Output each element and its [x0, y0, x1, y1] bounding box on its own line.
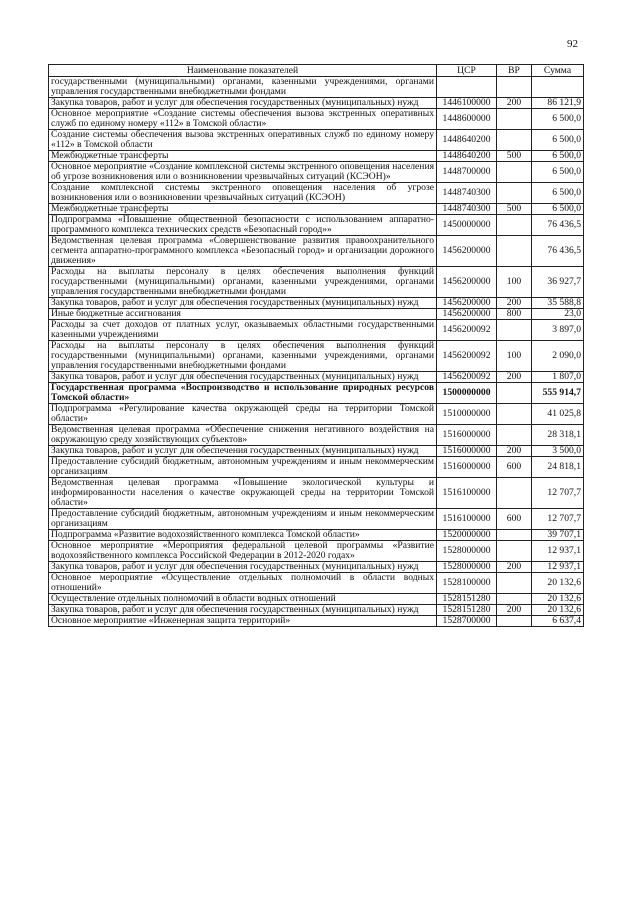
- cell-csr: 1456200092: [437, 320, 497, 341]
- cell-name: Создание системы обеспечения вызова экстренных оперативных служб по единому номеру «112» в Томской области: [49, 130, 437, 151]
- cell-csr: 1528100000: [437, 573, 497, 594]
- table-row: [49, 404, 584, 425]
- cell-csr: 1516100000: [437, 509, 497, 530]
- cell-csr: 1456200092: [437, 341, 497, 372]
- cell-name: Основное мероприятие «Инженерная защита территорий»: [49, 616, 437, 627]
- table-row: [49, 204, 584, 215]
- table-body: [49, 77, 584, 627]
- cell-vr: [497, 383, 532, 404]
- cell-name: Закупка товаров, работ и услуг для обеспечения государственных (муниципальных) нужд: [49, 98, 437, 109]
- cell-name: Основное мероприятие «Создание системы обеспечения вызова экстренных оперативных служб по единому номеру «112» в Томской области»: [49, 109, 437, 130]
- cell-csr: 1528000000: [437, 562, 497, 573]
- cell-name: Ведомственная целевая программа «Совершенствование развития правоохранительного сегмента аппаратно-программного комплекса «Безопасный город» и организации дорожного движения»: [49, 236, 437, 267]
- cell-vr: [497, 215, 532, 236]
- cell-name: Основное мероприятие «Создание комплексной системы экстренного оповещения населения об угрозе возникновения или о возникновении чрезвычайных ситуаций (КСЭОН)»: [49, 162, 437, 183]
- cell-name: Расходы на выплаты персоналу в целях обеспечения выполнения функций государственными (муниципальными) органами, казенными учреждениями, органами управления государственными внебюджетными фондами: [49, 267, 437, 298]
- cell-name: Предоставление субсидий бюджетным, автономным учреждениям и иным некоммерческим организациям: [49, 457, 437, 478]
- cell-sum: 3 500,0: [532, 446, 584, 457]
- page-number: 92: [567, 38, 578, 50]
- cell-name: Ведомственная целевая программа «Повышение экологической культуры и информированности населения о качестве окружающей среды на территории Томской области»: [49, 478, 437, 509]
- cell-name: Закупка товаров, работ и услуг для обеспечения государственных (муниципальных) нужд: [49, 372, 437, 383]
- table-row: [49, 573, 584, 594]
- table-row: [49, 383, 584, 404]
- table-row: [49, 509, 584, 530]
- table-row: [49, 446, 584, 457]
- cell-sum: 86 121,9: [532, 98, 584, 109]
- cell-vr: 100: [497, 341, 532, 372]
- table-row: [49, 372, 584, 383]
- cell-sum: 6 500,0: [532, 183, 584, 204]
- cell-vr: 500: [497, 204, 532, 215]
- table-row: [49, 562, 584, 573]
- cell-csr: 1448640200: [437, 151, 497, 162]
- cell-vr: [497, 77, 532, 98]
- cell-csr: 1510000000: [437, 404, 497, 425]
- cell-vr: [497, 594, 532, 605]
- table-row: [49, 215, 584, 236]
- table-row: [49, 478, 584, 509]
- cell-name: Иные бюджетные ассигнования: [49, 309, 437, 320]
- cell-sum: 2 090,0: [532, 341, 584, 372]
- header-name: Наименование показателей: [49, 65, 437, 77]
- cell-csr: 1450000000: [437, 215, 497, 236]
- cell-csr: 1500000000: [437, 383, 497, 404]
- table-row: [49, 183, 584, 204]
- table-row: [49, 457, 584, 478]
- cell-name: Закупка товаров, работ и услуг для обеспечения государственных (муниципальных) нужд: [49, 298, 437, 309]
- cell-vr: [497, 162, 532, 183]
- cell-sum: 6 500,0: [532, 109, 584, 130]
- cell-vr: [497, 425, 532, 446]
- table-row: [49, 98, 584, 109]
- cell-csr: 1448600000: [437, 109, 497, 130]
- header-csr: ЦСР: [437, 65, 497, 77]
- table-row: [49, 130, 584, 151]
- cell-name: Межбюджетные трансферты: [49, 204, 437, 215]
- cell-vr: [497, 541, 532, 562]
- table-row: [49, 425, 584, 446]
- cell-sum: 20 132,6: [532, 605, 584, 616]
- cell-vr: [497, 183, 532, 204]
- cell-csr: 1456200000: [437, 298, 497, 309]
- cell-sum: 12 937,1: [532, 541, 584, 562]
- cell-csr: 1448640200: [437, 130, 497, 151]
- cell-name: Создание комплексной системы экстренного оповещения населения об угрозе возникновения или о возникновении чрезвычайных ситуаций (КСЭОН): [49, 183, 437, 204]
- cell-csr: 1516000000: [437, 457, 497, 478]
- cell-csr: 1520000000: [437, 530, 497, 541]
- cell-csr: 1448700000: [437, 162, 497, 183]
- table-row: [49, 320, 584, 341]
- cell-csr: 1448740300: [437, 204, 497, 215]
- table-row: [49, 151, 584, 162]
- cell-csr: 1448740300: [437, 183, 497, 204]
- cell-sum: 24 818,1: [532, 457, 584, 478]
- cell-name: Основное мероприятие «Мероприятия федеральной целевой программы «Развитие водохозяйственного комплекса Российской Федерации в 2012-2020 годах»: [49, 541, 437, 562]
- cell-sum: [532, 77, 584, 98]
- cell-sum: 28 318,1: [532, 425, 584, 446]
- table-header-row: [49, 65, 584, 77]
- cell-sum: 36 927,7: [532, 267, 584, 298]
- cell-vr: 200: [497, 605, 532, 616]
- cell-vr: 500: [497, 151, 532, 162]
- table-row: [49, 298, 584, 309]
- cell-sum: 20 132,6: [532, 573, 584, 594]
- cell-name: Расходы за счет доходов от платных услуг, оказываемых областными государственными казенными учреждениями: [49, 320, 437, 341]
- cell-name: Подпрограмма «Регулирование качества окружающей среды на территории Томской области»: [49, 404, 437, 425]
- cell-csr: 1528151280: [437, 594, 497, 605]
- cell-csr: 1456200000: [437, 267, 497, 298]
- table-row: [49, 616, 584, 627]
- cell-name: Расходы на выплаты персоналу в целях обеспечения выполнения функций государственными (муниципальными) органами, казенными учреждениями, органами управления государственными внебюджетными фондами: [49, 341, 437, 372]
- table-row: [49, 594, 584, 605]
- cell-sum: 76 436,5: [532, 215, 584, 236]
- cell-vr: 200: [497, 446, 532, 457]
- cell-vr: [497, 320, 532, 341]
- table-row: [49, 236, 584, 267]
- cell-vr: 600: [497, 509, 532, 530]
- cell-vr: 600: [497, 457, 532, 478]
- cell-name: Подпрограмма «Повышение общественной безопасности с использованием аппаратно-программного комплекса технических средств «Безопасный город»»: [49, 215, 437, 236]
- cell-name: Государственная программа «Воспроизводство и использование природных ресурсов Томской области»: [49, 383, 437, 404]
- cell-name: Закупка товаров, работ и услуг для обеспечения государственных (муниципальных) нужд: [49, 605, 437, 616]
- header-vr: ВР: [497, 65, 532, 77]
- table-row: [49, 267, 584, 298]
- cell-csr: 1456200092: [437, 372, 497, 383]
- cell-vr: 200: [497, 562, 532, 573]
- table-row: [49, 309, 584, 320]
- cell-name: Предоставление субсидий бюджетным, автономным учреждениям и иным некоммерческим организациям: [49, 509, 437, 530]
- cell-sum: 6 637,4: [532, 616, 584, 627]
- cell-sum: 555 914,7: [532, 383, 584, 404]
- cell-csr: 1528151280: [437, 605, 497, 616]
- table-row: [49, 109, 584, 130]
- table-row: [49, 77, 584, 98]
- cell-csr: [437, 77, 497, 98]
- cell-vr: 100: [497, 267, 532, 298]
- cell-csr: 1516000000: [437, 446, 497, 457]
- cell-vr: 200: [497, 298, 532, 309]
- cell-name: Закупка товаров, работ и услуг для обеспечения государственных (муниципальных) нужд: [49, 446, 437, 457]
- cell-name: Закупка товаров, работ и услуг для обеспечения государственных (муниципальных) нужд: [49, 562, 437, 573]
- cell-name: Осуществление отдельных полномочий в области водных отношений: [49, 594, 437, 605]
- cell-name: Основное мероприятие «Осуществление отдельных полномочий в области водных отношений»: [49, 573, 437, 594]
- cell-sum: 35 588,8: [532, 298, 584, 309]
- table-row: [49, 605, 584, 616]
- budget-table: [48, 64, 584, 627]
- cell-sum: 6 500,0: [532, 162, 584, 183]
- cell-sum: 20 132,6: [532, 594, 584, 605]
- cell-sum: 6 500,0: [532, 151, 584, 162]
- cell-name: Межбюджетные трансферты: [49, 151, 437, 162]
- cell-sum: 23,0: [532, 309, 584, 320]
- cell-sum: 6 500,0: [532, 204, 584, 215]
- cell-sum: 6 500,0: [532, 130, 584, 151]
- cell-vr: [497, 616, 532, 627]
- cell-sum: 12 937,1: [532, 562, 584, 573]
- cell-csr: 1456200000: [437, 236, 497, 267]
- cell-sum: 39 707,1: [532, 530, 584, 541]
- cell-vr: [497, 404, 532, 425]
- cell-name: Подпрограмма «Развитие водохозяйственного комплекса Томской области»: [49, 530, 437, 541]
- cell-name: Ведомственная целевая программа «Обеспечение снижения негативного воздействия на окружающую среду хозяйствующих субъектов»: [49, 425, 437, 446]
- cell-sum: 41 025,8: [532, 404, 584, 425]
- cell-vr: [497, 573, 532, 594]
- cell-vr: [497, 109, 532, 130]
- cell-csr: 1528700000: [437, 616, 497, 627]
- cell-csr: 1446100000: [437, 98, 497, 109]
- table-row: [49, 541, 584, 562]
- cell-vr: [497, 478, 532, 509]
- header-sum: Сумма: [532, 65, 584, 77]
- cell-sum: 3 897,0: [532, 320, 584, 341]
- cell-sum: 12 707,7: [532, 509, 584, 530]
- cell-vr: 200: [497, 98, 532, 109]
- cell-vr: 800: [497, 309, 532, 320]
- cell-csr: 1516100000: [437, 478, 497, 509]
- cell-sum: 1 807,0: [532, 372, 584, 383]
- cell-sum: 12 707,7: [532, 478, 584, 509]
- cell-csr: 1456200000: [437, 309, 497, 320]
- table-row: [49, 162, 584, 183]
- cell-csr: 1516000000: [437, 425, 497, 446]
- table-row: [49, 341, 584, 372]
- cell-vr: 200: [497, 372, 532, 383]
- cell-csr: 1528000000: [437, 541, 497, 562]
- cell-name: государственными (муниципальными) органами, казенными учреждениями, органами управления государственными внебюджетными фондами: [49, 77, 437, 98]
- cell-vr: [497, 530, 532, 541]
- table-row: [49, 530, 584, 541]
- cell-vr: [497, 130, 532, 151]
- cell-vr: [497, 236, 532, 267]
- cell-sum: 76 436,5: [532, 236, 584, 267]
